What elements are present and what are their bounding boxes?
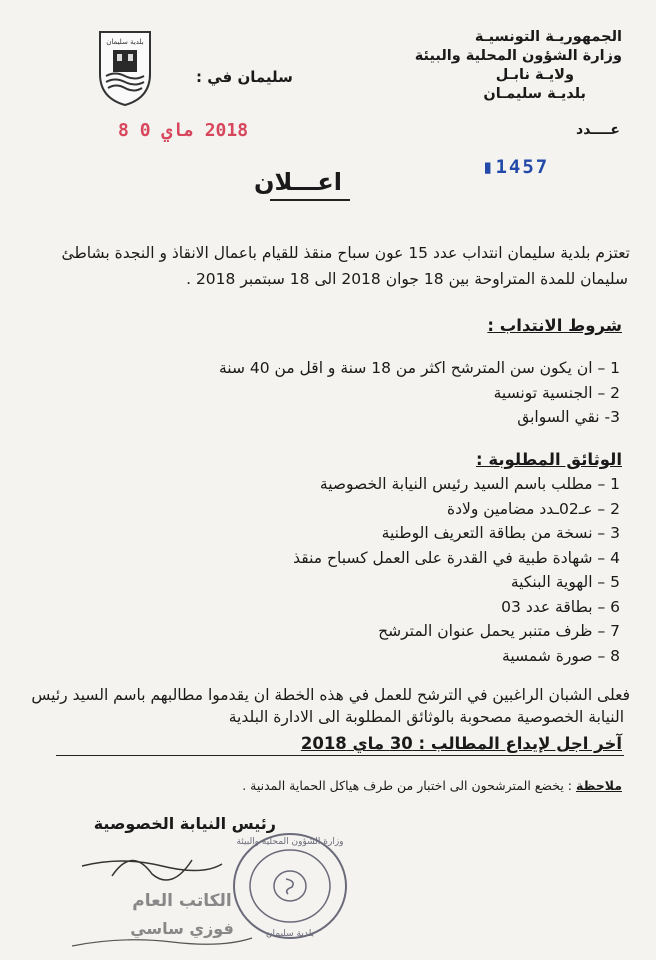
signer-name-text: فوزي ساسي <box>130 919 234 938</box>
letterhead-municipality: بلديـة سليمـان <box>483 86 586 102</box>
place-date-label: سليمان في : <box>196 68 293 86</box>
stamp-mark-icon: ▮ <box>482 156 496 178</box>
date-stamp: 2018 ماي 0 8 <box>118 120 249 141</box>
list-item: 1 – ان يكون سن المترشح اكثر من 18 سنة و اقل من 40 سنة <box>218 359 620 377</box>
documents-list <box>293 472 620 668</box>
letterhead-ministry: وزارة الشؤون المحلية والبيئة <box>414 48 622 64</box>
list-item: 8 – صورة شمسية <box>502 646 620 665</box>
reference-number-label: عــــدد <box>576 122 620 138</box>
announcement-title: اعـــلان <box>254 168 342 196</box>
closing-line-1: فعلى الشبان الراغبين في الترشح للعمل في هذه الخطة ان يقدموا مطالبهم باسم السيد رئيس <box>31 686 630 704</box>
letterhead <box>415 28 622 104</box>
seal-text-bottom: بلدية سليمان <box>265 929 315 939</box>
title-underline <box>270 199 350 201</box>
documents-heading: الوثائق المطلوبة : <box>475 450 622 469</box>
letterhead-governorate: ولايـة نابـل <box>495 67 574 83</box>
seal-text-top: وزارة الشؤون المحلية والبيئة <box>236 837 344 847</box>
note-label: ملاحظة <box>576 778 622 793</box>
intro-line-2: سليمان للمدة المتراوحة بين 18 جوان 2018 الى 18 سبتمبر 2018 . <box>186 270 628 288</box>
letterhead-republic: الجمهوريـة التونسيـة <box>474 29 622 45</box>
deadline-divider <box>56 755 624 756</box>
intro-line-1: تعتزم بلدية سليمان انتداب عدد 15 عون سباح منقذ للقيام باعمال الانقاذ و النجدة بشاطئ <box>61 244 630 262</box>
municipality-emblem-icon <box>96 28 154 108</box>
list-item: 7 – ظرف متنبر يحمل عنوان المترشح <box>378 622 620 640</box>
emblem-text: بلدية سليمان <box>106 38 144 46</box>
list-item: 2 – الجنسية تونسية <box>493 383 620 402</box>
list-item: 5 – الهوية البنكية <box>510 573 620 591</box>
list-item: 6 – بطاقة عدد 03 <box>501 597 620 616</box>
handwritten-signature <box>62 836 262 956</box>
reference-number-stamp <box>482 156 549 178</box>
list-item: 3- نقي السوابق <box>517 408 620 426</box>
list-item: 1 – مطلب باسم السيد رئيس النيابة الخصوصية <box>319 475 620 493</box>
conditions-heading: شروط الانتداب : <box>487 316 622 335</box>
note <box>242 778 622 793</box>
note-text: : يخضع المترشحون الى اختبار من طرف هياكل الحماية المدنية . <box>242 778 573 793</box>
conditions-list <box>219 356 620 430</box>
list-item: 3 – نسخة من بطاقة التعريف الوطنية <box>381 524 620 542</box>
signer-role-text: الكاتب العام <box>132 891 232 911</box>
reference-number-value: 1457 <box>495 156 550 178</box>
list-item: 4 – شهادة طبية في القدرة على العمل كسباح منقذ <box>293 548 620 567</box>
list-item: 2 – عـ02ـدد مضامين ولادة <box>446 499 620 518</box>
signer-title: رئيس النيابة الخصوصية <box>93 814 276 833</box>
deadline-text: آخر اجل لإيداع المطالب : 30 ماي 2018 <box>300 734 622 753</box>
closing-line-2: النيابة الخصوصية مصحوبة بالوثائق المطلوبة الى الادارة البلدية <box>228 708 624 726</box>
